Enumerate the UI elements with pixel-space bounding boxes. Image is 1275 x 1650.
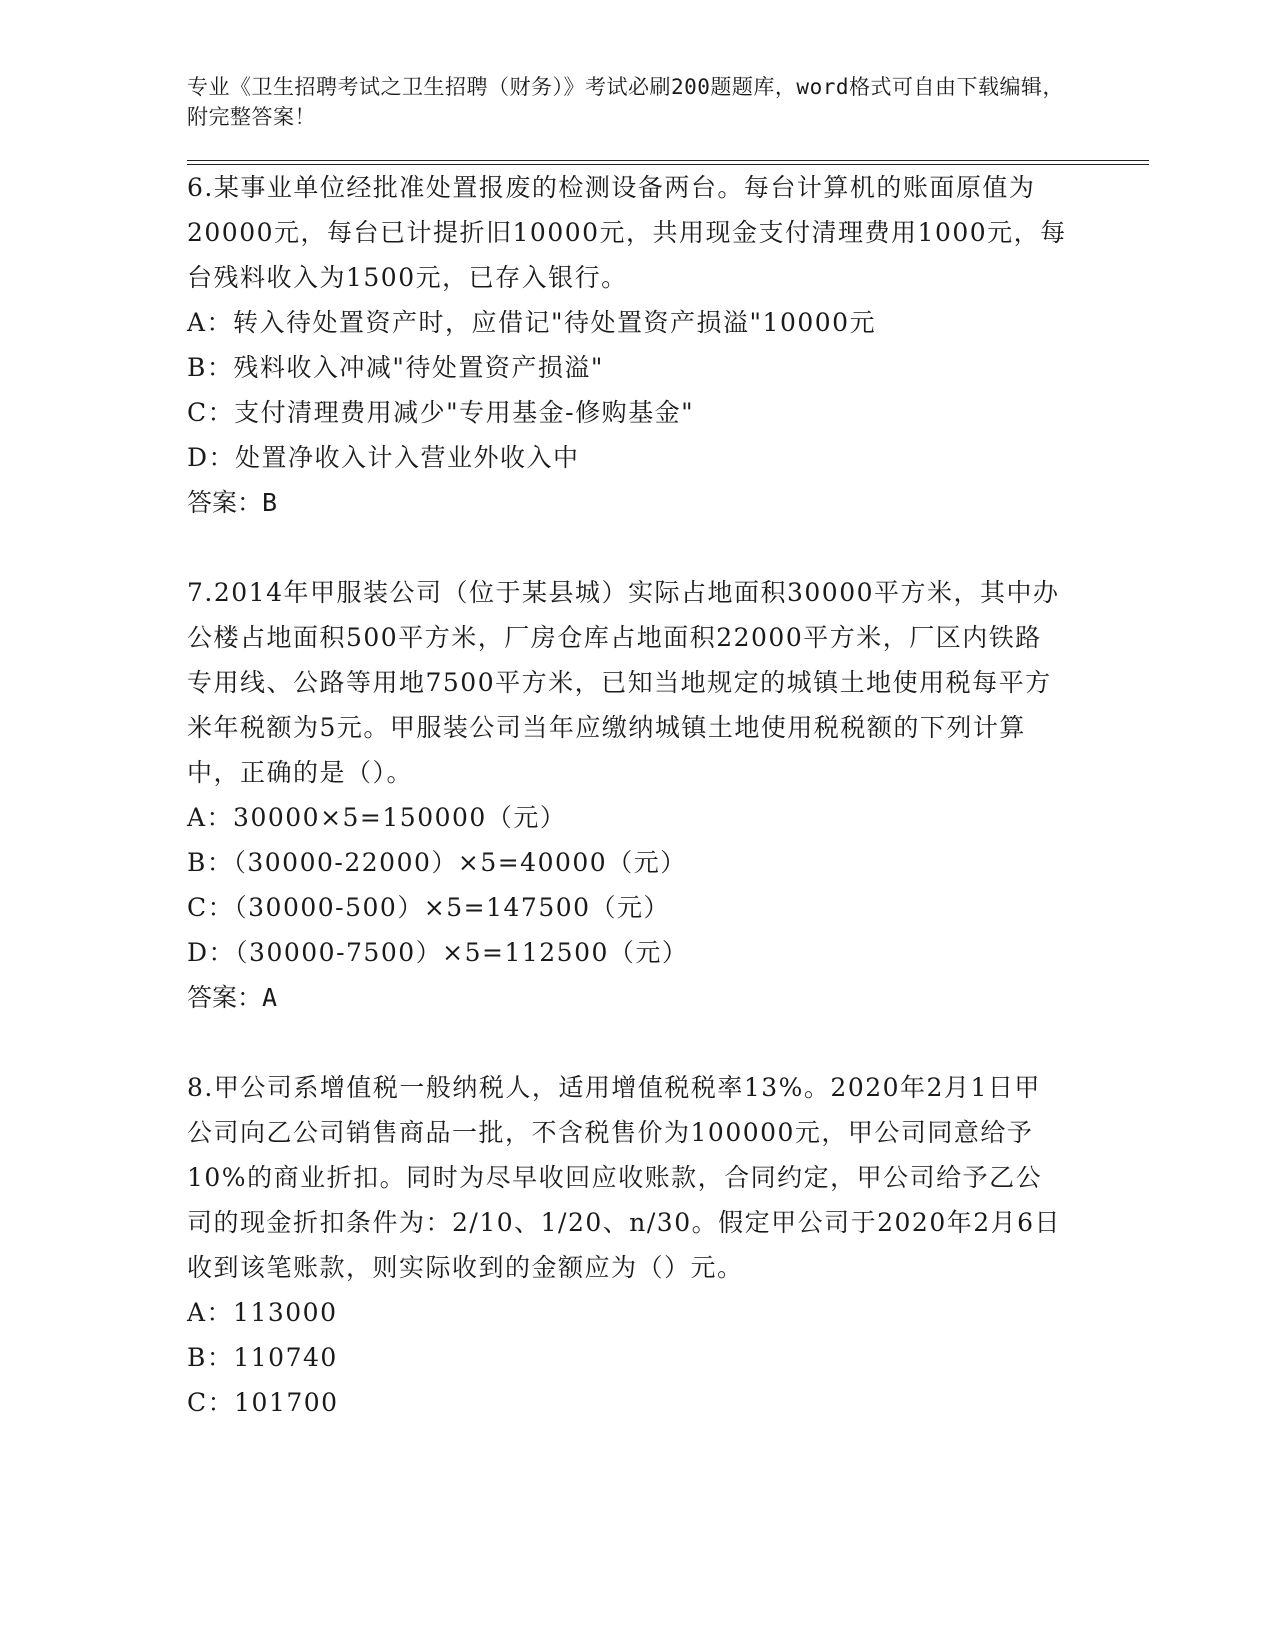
question-6 [187,165,1147,525]
document-header: 专业《卫生招聘考试之卫生招聘（财务）》考试必刷200题题库，word格式可自由下载编辑，附完整答案！ [187,75,1064,129]
answer: 答案：B [187,488,278,517]
question-spacer [187,1020,1147,1065]
option-d: D：处置净收入计入营业外收入中 [187,443,580,472]
option-b: B：残料收入冲减"待处置资产损溢" [187,353,604,382]
question-stem: 8.甲公司系增值税一般纳税人，适用增值税税率13%。2020年2月1日甲公司向乙公司销售商品一批，不含税售价为100000元，甲公司同意给予10%的商业折扣。同时为尽早收回应收账款，合同约定，甲公司给予乙公司的现金折扣条件为：2/10、1/20、n/30。假定甲公司于2020年2月6日收到该笔账款，则实际收到的金额应为（）元。 [187,1073,1062,1282]
option-c: C：支付清理费用减少"专用基金-修购基金" [187,398,695,427]
question-stem: 7.2014年甲服装公司（位于某县城）实际占地面积30000平方米，其中办公楼占地面积500平方米，厂房仓库占地面积22000平方米，厂区内铁路专用线、公路等用地7500平方米，已知当地规定的城镇土地使用税每平方米年税额为5元。甲服装公司当年应缴纳城镇土地使用税税额的下列计算中，正确的是（）。 [187,578,1060,787]
option-b: B：110740 [187,1343,338,1372]
question-8 [187,1065,1147,1425]
option-a: A：113000 [187,1298,338,1327]
option-c: C：（30000-500）×5=147500（元） [187,893,671,922]
option-b: B：（30000-22000）×5=40000（元） [187,848,687,877]
option-a: A：30000×5=150000（元） [187,803,567,832]
header-divider [187,160,1149,161]
question-stem: 6.某事业单位经批准处置报废的检测设备两台。每台计算机的账面原值为20000元，每台已计提折旧10000元，共用现金支付清理费用1000元，每台残料收入为1500元，已存入银行。 [187,173,1067,292]
document-page [187,72,1147,1425]
question-7 [187,570,1147,1020]
question-spacer [187,525,1147,570]
option-a: A：转入待处置资产时，应借记"待处置资产损溢"10000元 [187,308,877,337]
question-list [187,165,1147,1425]
option-c: C：101700 [187,1388,339,1417]
answer: 答案：A [187,983,278,1012]
option-d: D：（30000-7500）×5=112500（元） [187,938,689,967]
